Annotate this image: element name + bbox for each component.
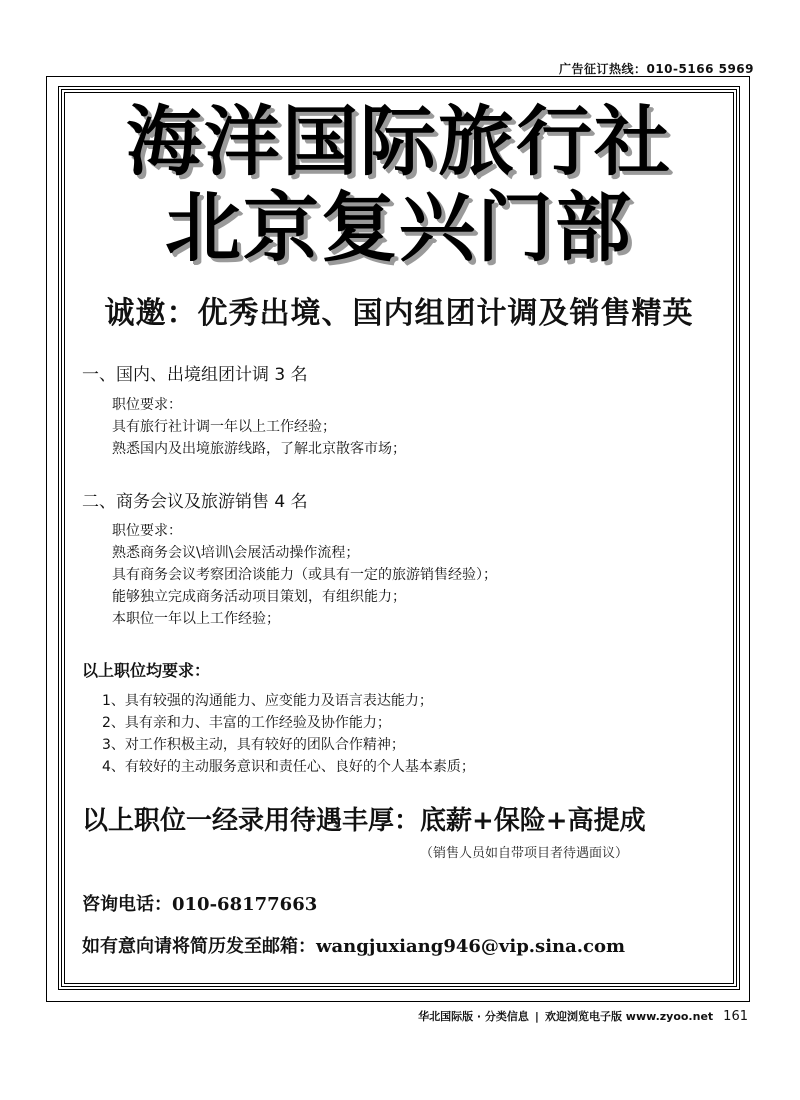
- position-1-requirements: [112, 394, 406, 460]
- requirement-line: 职位要求：: [112, 397, 182, 413]
- requirement-line: 熟悉国内及出境旅游线路，了解北京散客市场；: [112, 441, 406, 457]
- requirement-line: 职位要求：: [112, 523, 182, 539]
- footer-separator: |: [534, 1010, 539, 1023]
- position-2-title: 二、商务会议及旅游销售 4 名: [82, 492, 308, 512]
- page-footer: [418, 1008, 748, 1024]
- requirement-line: 具有商务会议考察团洽谈能力（或具有一定的旅游销售经验）；: [112, 567, 497, 583]
- position-1-title: 一、国内、出境组团计调 3 名: [82, 365, 308, 385]
- headline-agency-name: 海洋国际旅行社: [126, 97, 672, 186]
- requirement-line: 具有旅行社计调一年以上工作经验；: [112, 419, 336, 435]
- general-requirements-list: [102, 690, 475, 778]
- footer-slogan[interactable]: 欢迎浏览电子版 www.zyoo.net: [544, 1010, 714, 1023]
- footer-publication: 华北国际版 · 分类信息: [418, 1010, 529, 1023]
- contact-email[interactable]: 如有意向请将简历发至邮箱：wangjuxiang946@vip.sina.com: [82, 936, 626, 957]
- requirement-line: 能够独立完成商务活动项目策划，有组织能力；: [112, 589, 406, 605]
- contact-phone[interactable]: 咨询电话：010-68177663: [82, 894, 318, 915]
- headline-branch-name: 北京复兴门部: [165, 183, 633, 272]
- general-requirements-title: 以上职位均要求：: [82, 661, 211, 680]
- page-number: 161: [723, 1009, 748, 1024]
- benefit-note: （销售人员如自带项目者待遇面议）: [420, 846, 629, 861]
- list-item: 3、对工作积极主动，具有较好的团队合作精神；: [102, 737, 405, 753]
- ad-hotline: 广告征订热线：010-5166 5969: [558, 62, 754, 76]
- position-2-requirements: [112, 520, 497, 630]
- benefit-headline: 以上职位一经录用待遇丰厚：底薪+保险+高提成: [82, 806, 646, 836]
- list-item: 1、具有较强的沟通能力、应变能力及语言表达能力；: [102, 693, 433, 709]
- requirement-line: 本职位一年以上工作经验；: [112, 611, 280, 627]
- requirement-line: 熟悉商务会议\培训\会展活动操作流程；: [112, 545, 360, 561]
- list-item: 2、具有亲和力、丰富的工作经验及协作能力；: [102, 715, 391, 731]
- list-item: 4、有较好的主动服务意识和责任心、良好的个人基本素质；: [102, 759, 475, 775]
- invitation-heading: 诚邀：优秀出境、国内组团计调及销售精英: [104, 296, 694, 331]
